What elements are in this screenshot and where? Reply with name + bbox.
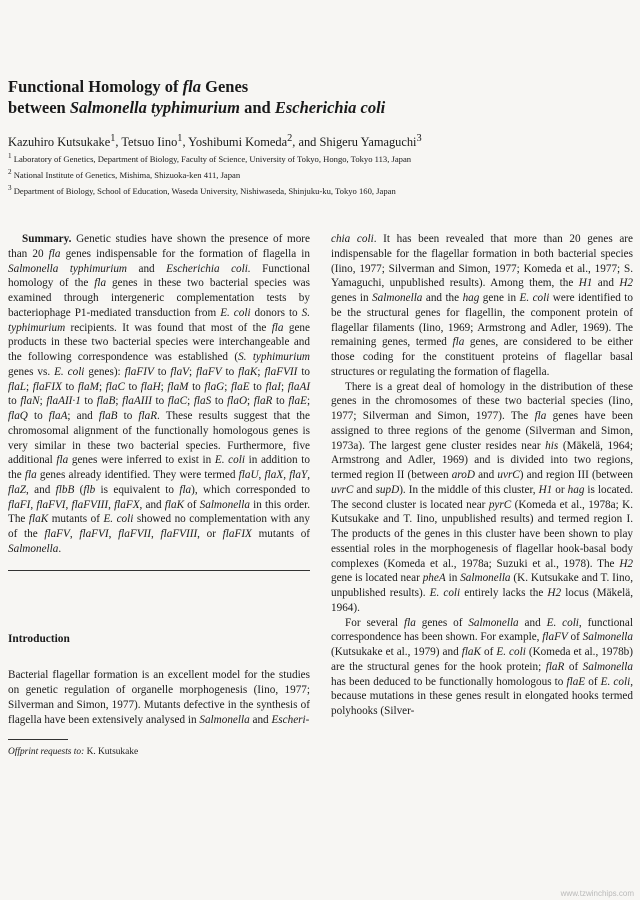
footnote-divider [8, 739, 68, 740]
introduction-heading: Introduction [8, 632, 70, 645]
affiliation-2: $^2$ National Institute of Genetics, Mishima, Shizuoka-ken 411, Japan [8, 167, 241, 180]
left-column [8, 232, 310, 759]
offprint-footnote: Offprint requests to: K. Kutsukake [8, 747, 139, 758]
body-paragraph-1: chia coli. It has been revealed that more than 20 genes are indispensable for the flagellar formation in both bacterial species (Iino, 1977; Silverman and Simon, 1977; Komeda et al., 1977; S. Yamaguchi, unpublished results). Among them, the H1 and H2 genes in Salmonella and the hag gene in E. coli were identified to be the structural genes for flagellin, the component protein of flagellar filaments (Iino, 1969; Armstrong and Adler, 1969). The remaining genes, termed fla genes, are considered to be either those coding for the constituent proteins of flagellar basal structures or regulating the formation of flagella. [331, 233, 634, 378]
affiliation-1: $^1$ Laboratory of Genetics, Department of Biology, Faculty of Science, University of Tokyo, Hongo, Tokyo 113, Japan [8, 152, 412, 164]
right-column [331, 232, 633, 719]
watermark: www.tzwinchips.com [560, 889, 634, 898]
body-paragraph-3: For several fla genes of Salmonella and E. coli, functional correspondence has been shown. For example, flaFV of Salmonella (Kutsukake et al., 1979) and flaK of E. coli (Komeda et al., 1978b) are the structural genes for the hook protein; flaR of Salmonella has been deduced to be functionally homologous to flaE of E. coli, because mutations in these genes result in elongated hooks termed polyhooks (Silver- [331, 616, 634, 717]
body-paragraph-2: There is a great deal of homology in the distribution of these genes in the chromosomes of these two bacterial species (Iino, 1977; Silverman and Simon, 1977). The fla genes have been assigned to three regions of the genome (Silverman and Simon, 1973a). The largest gene cluster resides near his (Mäkelä, 1964; Armstrong and Adler, 1969) and is divided into two regions, termed region II (between aroD and uvrC) and region III (between uvrC and supD). In the middle of this cluster, H1 or hag is located. The second cluster is located near pyrC (Komeda et al., 1978a; K. Kutsukake and T. Iino, unpublished results) and termed region I. The products of the genes in this cluster have been shown to play essential roles in the morphogenesis of flagellar hook-basal body complexes (Komeda et al., 1978a; Suzuki et al., 1978). The H2 gene is located near pheA in Salmonella (K. Kutsukake and T. Iino, unpublished results). E. coli entirely lacks the H2 locus (Mäkelä, 1964). [331, 380, 634, 614]
introduction-paragraph: Bacterial flagellar formation is an excellent model for the studies on genetic regulation of organelle morphogenesis (Iino, 1977; Silverman and Simon, 1977). Mutants defective in the synthesis of flagella have been extensively analysed in Salmonella and Escheri- [8, 669, 310, 726]
author-list: Kazuhiro Kutsukake$^1$, Tetsuo Iino$^1$, Yoshibumi Komeda$^2$, and Shigeru Yamaguchi$^3$ [8, 133, 422, 150]
affiliation-3: $^3$ Department of Biology, School of Education, Waseda University, Nishiwaseda, Shinjuku-ku, Tokyo 160, Japan [8, 183, 396, 196]
title-line-1: Functional Homology of fla Genes [8, 77, 249, 96]
title-line-2: between Salmonella typhimurium and Escherichia coli [8, 98, 386, 117]
affiliations [8, 150, 633, 198]
summary-divider [8, 570, 310, 571]
summary-paragraph: Summary. Genetic studies have shown the presence of more than 20 fla genes indispensable for the formation of flagella in Salmonella typhimurium and Escherichia coli. Functional homology of the fla genes in these two bacterial species was examined through intergeneric complementation tests by bacteriophage P1-mediated transduction from E. coli donors to S. typhimurium recipients. It was found that most of the fla gene products in these two bacterial species were interchangeable and the following correspondence was established (S. typhimurium genes vs. E. coli genes): flaFIV to flaV; flaFV to flaK; flaFVII to flaL; flaFIX to flaM; flaC to flaH; flaM to flaG; flaE to flaI; flaAI to flaN; flaAII·1 to flaB; flaAIII to flaC; flaS to flaO; flaR to flaE; flaQ to flaA; and flaB to flaR. These results suggest that the chromosomal alignment of the functionally homologous genes is very similar in these two bacterial species. Furthermore, five additional fla genes were inferred to exist in E. coli in addition to the fla genes already identified. They were termed flaU, flaX, flaY, flaZ, and flbB (flb is equivalent to fla), which corresponded to flaFI, flaFVI, flaFVIII, flaFX, and flaK of Salmonella in this order. The flaK mutants of E. coli showed no complementation with any of the flaFV, flaFVI, flaFVII, flaFVIII, or flaFIX mutants of Salmonella. [8, 233, 311, 555]
article-title [8, 76, 628, 118]
